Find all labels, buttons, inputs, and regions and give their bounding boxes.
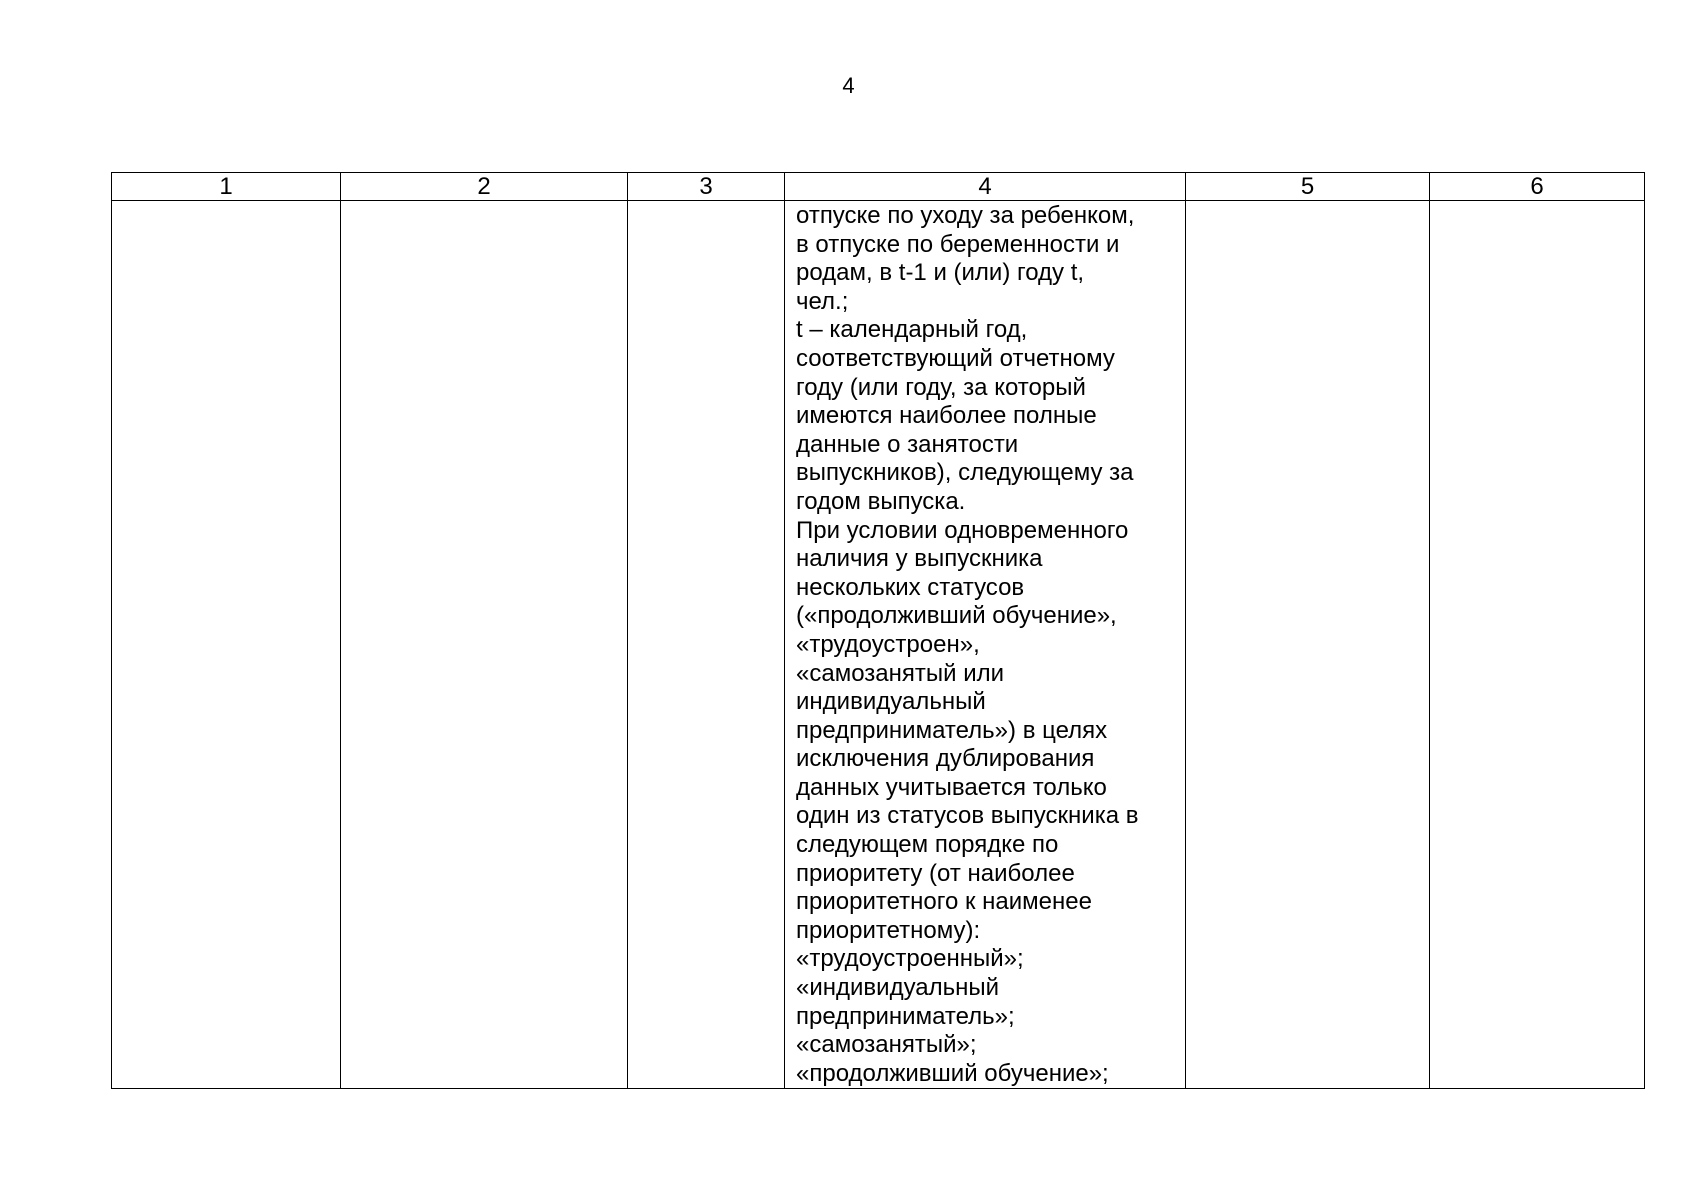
table-cell-col5 <box>1186 201 1430 1089</box>
column-header-6: 6 <box>1430 173 1645 201</box>
column-header-2: 2 <box>341 173 628 201</box>
page-number: 4 <box>842 73 855 98</box>
cell-text-col1 <box>112 201 340 202</box>
table-cell-col1 <box>112 201 341 1089</box>
table-row <box>112 201 1645 1089</box>
cell-text-col3 <box>628 201 784 202</box>
column-header-4: 4 <box>785 173 1186 201</box>
table-cell-col2 <box>341 201 628 1089</box>
data-table <box>111 172 1645 1089</box>
table-header-row <box>112 173 1645 201</box>
cell-text-col2 <box>341 201 627 202</box>
column-header-3: 3 <box>628 173 785 201</box>
table-cell-col6 <box>1430 201 1645 1089</box>
cell-text-col4: отпуске по уходу за ребенком, в отпуске по беременности и родам, в t-1 и (или) году t, чел.; t – календарный год, соответствующий отчетному году (или году, за который имеются наиболее полные данные о занятости выпускников), следующему за годом выпуска. При условии одновременного наличия у выпускника нескольких статусов («продолживший обучение», «трудоустроен», «самозанятый или индивидуальный предприниматель») в целях исключения дублирования данных учитывается только один из статусов выпускника в следующем порядке по приоритету (от наиболее приоритетного к наименее приоритетному): «трудоустроенный»; «индивидуальный предприниматель»; «самозанятый»; «продолживший обучение»; <box>796 202 1139 1087</box>
table-cell-col4 <box>785 201 1186 1089</box>
cell-text-col6 <box>1430 201 1644 202</box>
table-cell-col3 <box>628 201 785 1089</box>
column-header-5: 5 <box>1186 173 1430 201</box>
cell-text-col5 <box>1186 201 1429 202</box>
column-header-1: 1 <box>112 173 341 201</box>
